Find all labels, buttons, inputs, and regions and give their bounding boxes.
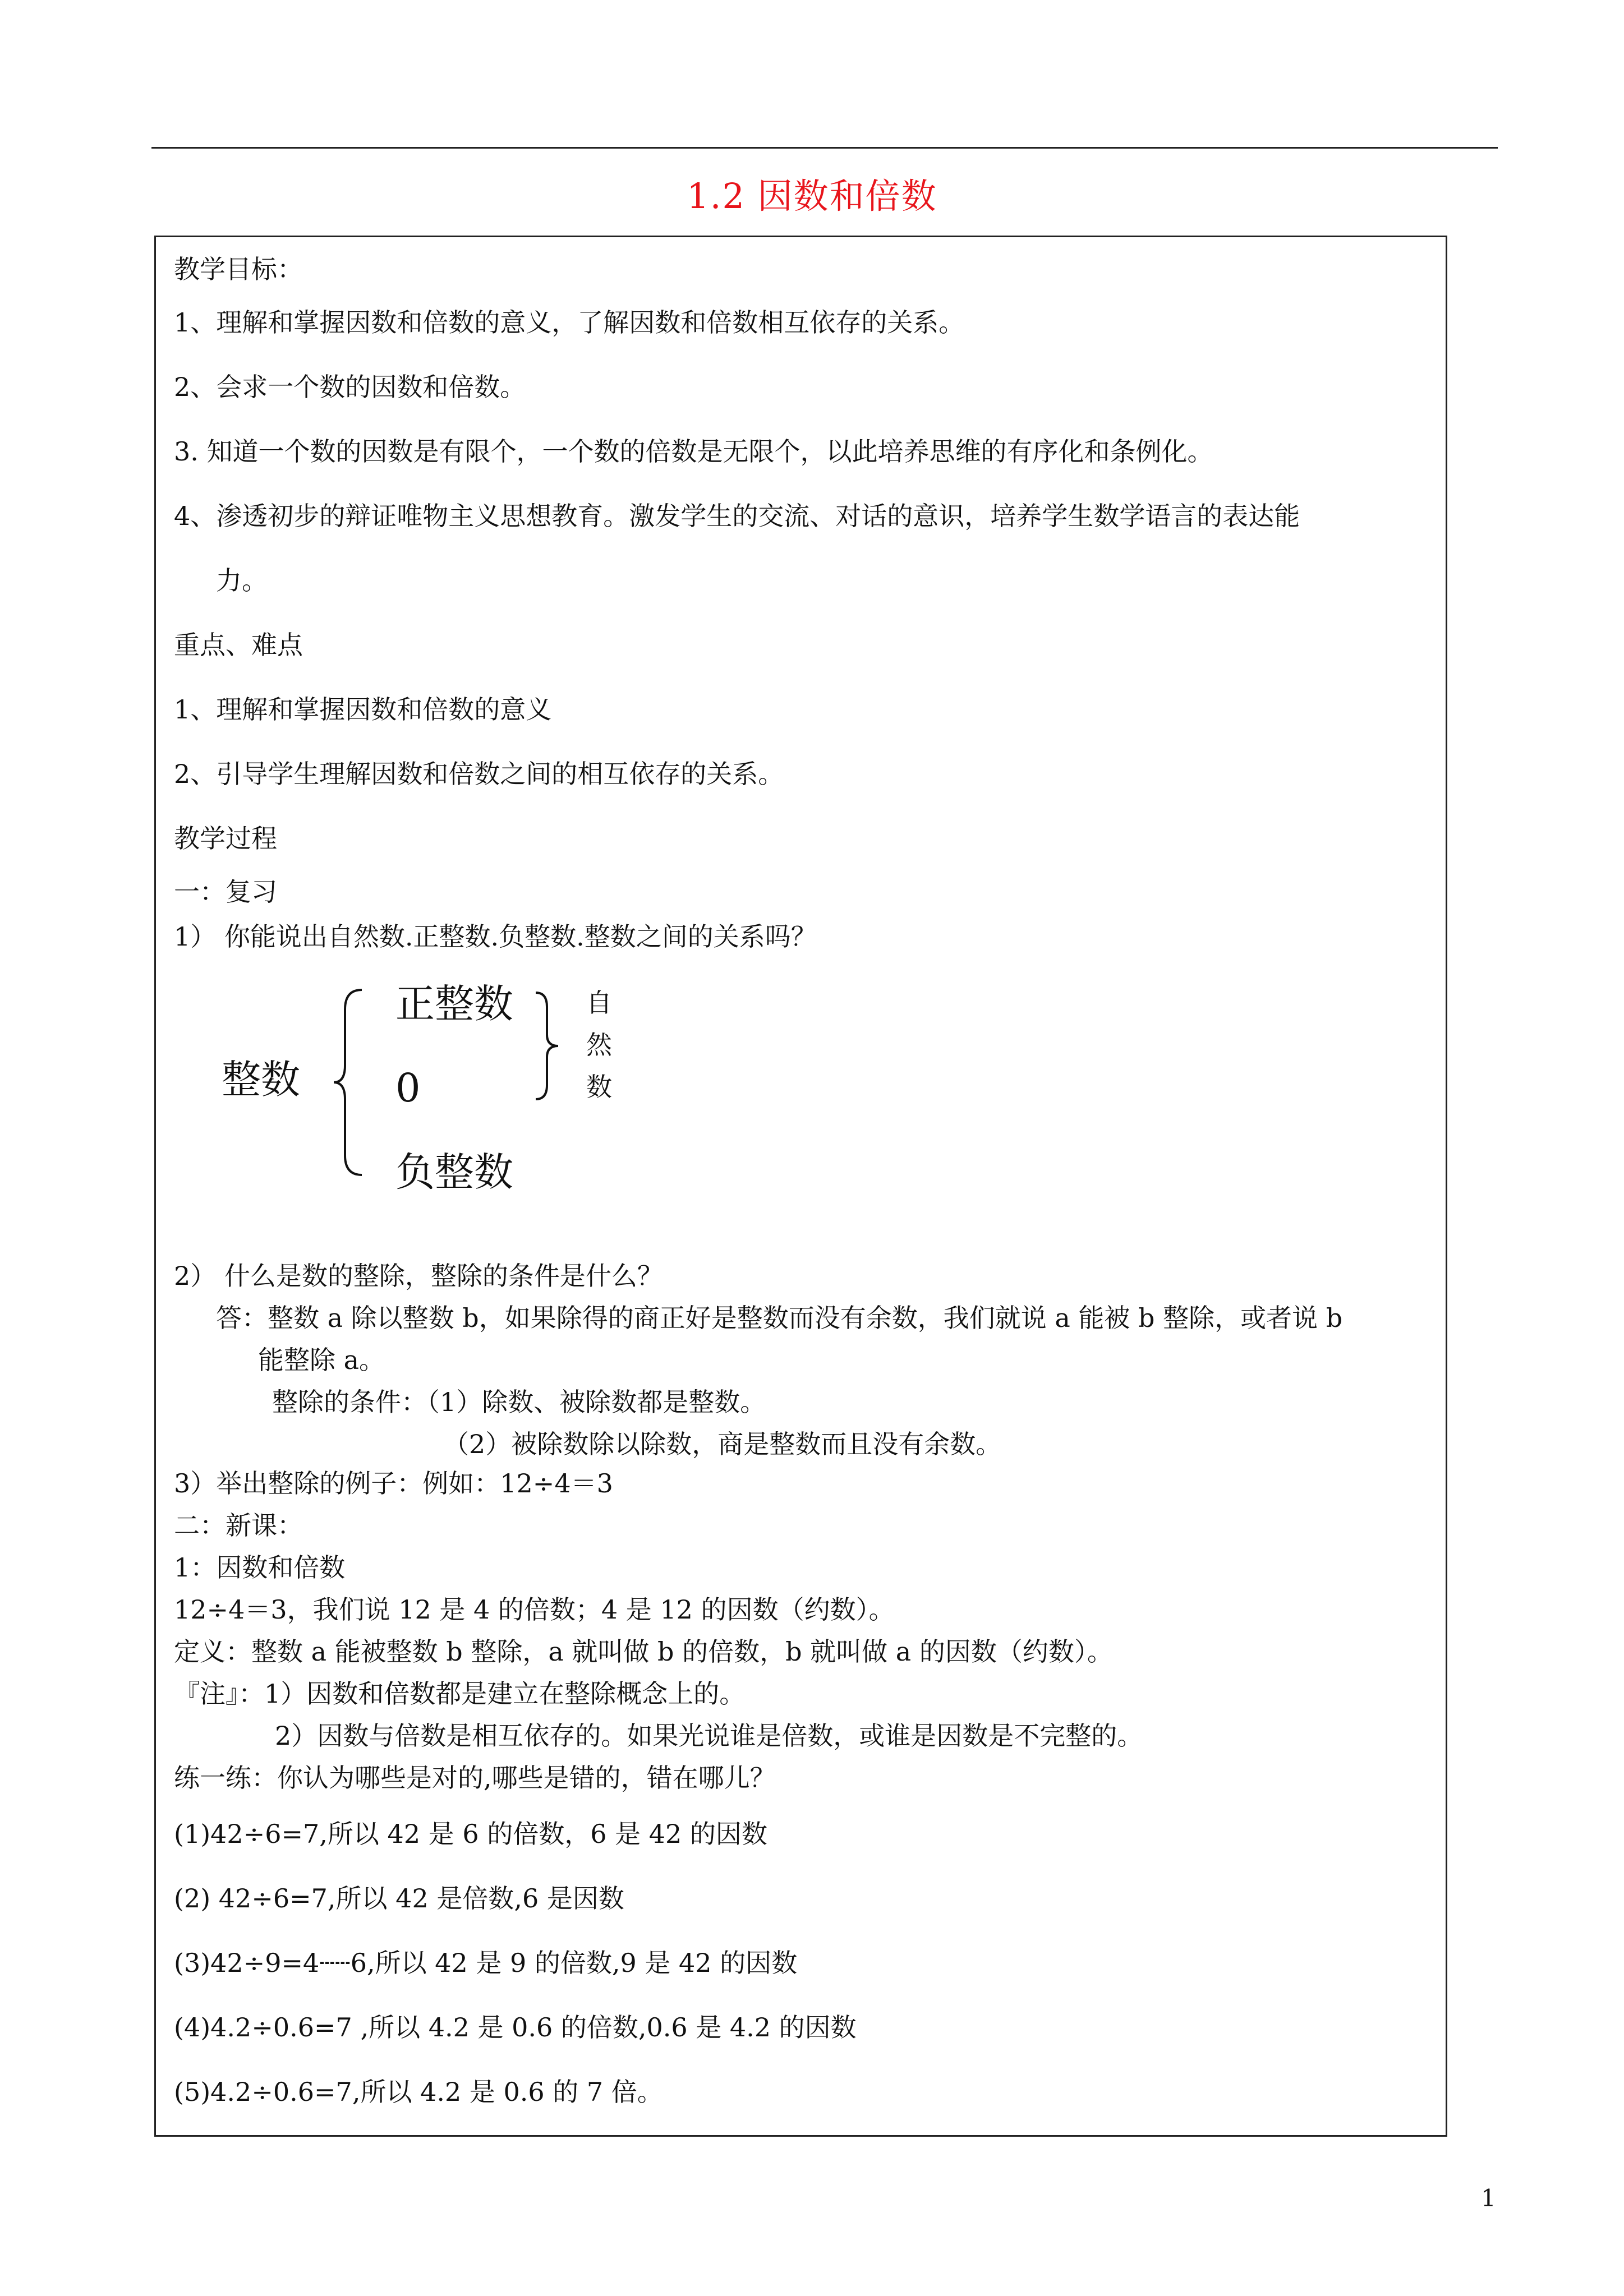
subsection-1: 1：因数和倍数 [174,1552,346,1583]
page-number: 1 [1481,2184,1496,2212]
practice-item: (2) 42÷6=7,所以 42 是倍数,6 是因数 [174,1883,624,1914]
practice-heading: 练一练：你认为哪些是对的,哪些是错的，错在哪儿？ [174,1763,776,1793]
diagram-natural-char: 数 [586,1072,612,1102]
objective-item: 1、理解和掌握因数和倍数的意义，了解因数和倍数相互依存的关系。 [174,307,965,338]
diagram-integer-label: 整数 [222,1057,300,1103]
practice-item: (5)4.2÷0.6=7,所以 4.2 是 0.6 的 7 倍。 [174,2077,663,2107]
diagram-negative-integer: 负整数 [395,1149,513,1195]
objective-item: 力。 [216,565,268,596]
objectives-heading: 教学目标： [174,254,303,284]
key-point-item: 1、理解和掌握因数和倍数的意义 [174,694,552,725]
new-lesson-heading: 二：新课： [174,1510,303,1541]
definition: 定义：整数 a 能被整数 b 整除，a 就叫做 b 的倍数，b 就叫做 a 的因数（约数）。 [174,1636,1113,1667]
key-point-item: 2、引导学生理解因数和倍数之间的相互依存的关系。 [174,759,784,789]
diagram-positive-integer: 正整数 [395,981,513,1027]
objective-item: 4、渗透初步的辩证唯物主义思想教育。激发学生的交流、对话的意识，培养学生数学语言的表达能 [174,501,1300,531]
page-title: 1.2 因数和倍数 [687,176,937,216]
divisibility-condition-2: （2）被除数除以除数，商是整数而且没有余数。 [443,1429,1002,1459]
divisibility-condition-1: 整除的条件：（1）除数、被除数都是整数。 [272,1387,766,1417]
example-1: 12÷4＝3，我们说 12 是 4 的倍数；4 是 12 的因数（约数）。 [174,1594,895,1625]
objective-item: 2、会求一个数的因数和倍数。 [174,372,526,402]
process-heading: 教学过程 [174,823,277,854]
diagram-natural-char: 然 [586,1030,612,1060]
diagram-natural-char: 自 [586,988,612,1018]
left-brace [331,987,365,1178]
question-3: 3）举出整除的例子：例如：12÷4＝3 [174,1468,613,1499]
key-points-heading: 重点、难点 [174,630,303,660]
answer-2-line-1: 答：整数 a 除以整数 b，如果除得的商正好是整数而没有余数，我们就说 a 能被 b 整除，或者说 b [216,1303,1343,1333]
question-2: 2） 什么是数的整除，整除的条件是什么？ [174,1261,663,1291]
right-brace [533,990,561,1102]
objective-item: 3. 知道一个数的因数是有限个，一个数的倍数是无限个，以此培养思维的有序化和条例化。 [174,436,1213,467]
note-2: 2）因数与倍数是相互依存的。如果光说谁是倍数，或谁是因数是不完整的。 [275,1721,1143,1751]
question-1: 1） 你能说出自然数.正整数.负整数.整数之间的关系吗？ [174,921,817,952]
practice-item: (1)42÷6=7,所以 42 是 6 的倍数，6 是 42 的因数 [174,1819,767,1849]
note-1: 『注』：1）因数和倍数都是建立在整除概念上的。 [174,1679,746,1709]
answer-2-line-2: 能整除 a。 [258,1345,385,1375]
review-heading: 一：复习 [174,877,277,907]
practice-item: (3)42÷9=4┄┄6,所以 42 是 9 的倍数,9 是 42 的因数 [174,1948,798,1978]
header-rule [151,147,1498,149]
practice-item: (4)4.2÷0.6=7 ,所以 4.2 是 0.6 的倍数,0.6 是 4.2 的因数 [174,2012,857,2043]
diagram-zero: 0 [395,1065,421,1111]
